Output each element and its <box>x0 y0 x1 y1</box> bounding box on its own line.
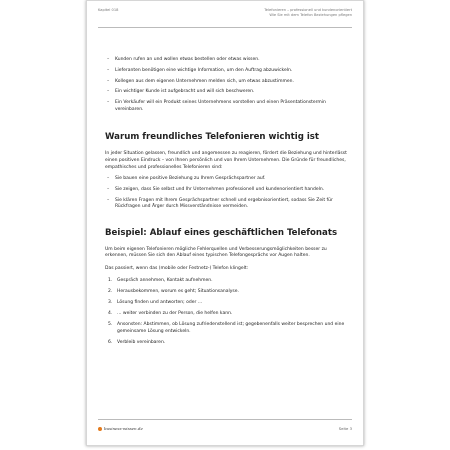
steps-list <box>105 278 347 347</box>
step-text: Gespräch annehmen, Kontakt aufnehmen. <box>117 277 213 283</box>
section2-paragraph: Um beim eigenen Telefonieren mögliche Fehlerquellen und Verbesserungsmöglichkeiten besser zu erkennen, müssen Sie sich den Ablauf eines typischen Telefongesprächs vor Augen halten. <box>105 246 327 259</box>
list-item <box>105 322 347 335</box>
section2-lead: Das passiert, wenn das (mobile oder Festnetz-) Telefon klingelt: <box>105 266 249 272</box>
list-item <box>105 289 347 296</box>
step-number: 5. <box>108 322 113 328</box>
brand-dot-icon <box>98 427 102 431</box>
list-item <box>105 278 347 285</box>
page-number: Seite 3 <box>338 426 352 431</box>
section-heading-warum: Warum freundliches Telefonieren wichtig ist <box>105 132 320 143</box>
section1-bullet-list <box>105 176 347 211</box>
list-item: – Kollegen aus dem eigenen Unternehmen melden sich, um etwas abzustimmen. <box>105 79 347 86</box>
list-item: – Sie zeigen, dass Sie selbst und Ihr Unternehmen professionell und kundenorientiert handeln. <box>105 187 347 194</box>
header-title-line1: Telefonieren – professionell und kundenorientiert <box>264 8 352 12</box>
list-item: – Ein Verkäufer will ein Produkt seines Unternehmens vorstellen und einen Präsentationstermin vereinbaren. <box>105 100 347 113</box>
step-number: 6. <box>108 340 113 346</box>
intro-bullet-list <box>105 57 347 113</box>
page-footer <box>98 419 352 434</box>
step-text: … weiter verbinden zu der Person, die helfen kann. <box>117 311 233 317</box>
list-item: – Ein wichtiger Kunde ist aufgebracht und will sich beschweren. <box>105 89 347 96</box>
step-number: 1. <box>108 277 113 283</box>
header-title <box>264 8 352 18</box>
step-text: Ansonsten: Abstimmen, ob Lösung zufriedenstellend ist; gegebenenfalls weiter besprechen und eine gemeinsame Lösung entwickeln. <box>117 322 345 334</box>
step-text: Herausbekommen, worum es geht; Situationsanalyse. <box>117 288 239 294</box>
step-text: Lösung finden und antworten; oder … <box>117 300 203 305</box>
chapter-label: Kapitel 018 <box>98 8 119 12</box>
step-text: Verbleib vereinbaren. <box>117 340 166 346</box>
step-number: 3. <box>108 300 113 305</box>
list-item <box>105 340 347 347</box>
page-content <box>105 57 347 351</box>
list-item: – Kunden rufen an und wollen etwas bestellen oder etwas wissen. <box>105 57 347 64</box>
list-item: – Sie klären Fragen mit Ihrem Gesprächspartner schnell und ergebnisorientiert, sodass Sie Zeit für Rückfragen und Ärger durch Missverständnisse vermeiden. <box>105 198 347 211</box>
section1-paragraph: In jeder Situation gelassen, freundlich und angemessen zu reagieren, fördert die Beziehung und hinterlässt einen positiven Eindruck – von Ihnen persönlich und von Ihrem Unternehmen. Die Gründe für freundliches, empathisches und professionelles Telefonieren sind: <box>105 151 347 170</box>
brand-logo <box>98 426 143 431</box>
section-heading-beispiel: Beispiel: Ablauf eines geschäftlichen Telefonats <box>105 227 338 238</box>
brand-name: business-wissen.de <box>104 426 143 431</box>
step-number: 2. <box>108 288 113 294</box>
list-item <box>105 311 347 318</box>
list-item: – Sie bauen eine positive Beziehung zu Ihrem Gesprächspartner auf. <box>105 176 347 183</box>
step-number: 4. <box>108 311 113 317</box>
header-title-line2: Wie Sie mit dem Telefon Beziehungen pflegen <box>269 13 352 18</box>
list-item: – Lieferanten benötigen eine wichtige Information, um den Auftrag abzuwickeln. <box>105 68 347 75</box>
page-header <box>98 7 352 28</box>
document-page <box>86 0 364 446</box>
list-item <box>105 300 347 307</box>
